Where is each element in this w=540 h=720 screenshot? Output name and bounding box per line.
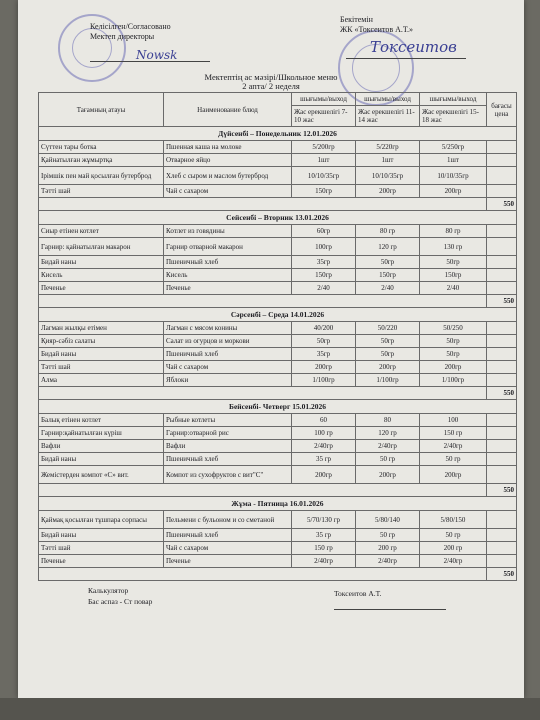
portion-11-14: 80 гр [356, 225, 420, 238]
table-row [39, 167, 517, 185]
dish-name-kz: Бидай наны [39, 453, 164, 466]
portion-7-10: 60гр [292, 225, 356, 238]
portion-7-10: 1шт [292, 154, 356, 167]
footer-calculator-label: Калькулятор [88, 586, 129, 595]
dish-name-kz: Сүттен тары ботка [39, 141, 164, 154]
portion-7-10: 1/100гр [292, 374, 356, 387]
header-out-2: шығымы/выход [356, 93, 420, 106]
total-spacer [39, 484, 487, 497]
price-cell [487, 542, 517, 555]
price-cell [487, 256, 517, 269]
portion-7-10: 5/200гр [292, 141, 356, 154]
portion-11-14: 200гр [356, 466, 420, 484]
dish-name-kz: Печенье [39, 282, 164, 295]
portion-11-14: 200 гр [356, 542, 420, 555]
portion-11-14: 50гр [356, 348, 420, 361]
portion-11-14: 2/40гр [356, 440, 420, 453]
dish-name-ru: Салат из огурцов и моркови [164, 335, 292, 348]
background-surface [0, 698, 540, 720]
dish-name-kz: Алма [39, 374, 164, 387]
header-age-11-14: Жас ерекшелігі 11-14 жас [356, 106, 420, 127]
table-row [39, 256, 517, 269]
day-title: Дүйсенбі – Понедельник 12.01.2026 [39, 127, 517, 141]
footer-chef-label: Бас аспаз - Ст повар [88, 597, 153, 606]
day-header-row [39, 127, 517, 141]
price-cell [487, 141, 517, 154]
table-row [39, 335, 517, 348]
day-title: Сейсенбі – Вторник 13.01.2026 [39, 211, 517, 225]
portion-7-10: 60 [292, 414, 356, 427]
portion-7-10: 150гр [292, 269, 356, 282]
table-row [39, 225, 517, 238]
price-cell [487, 374, 517, 387]
portion-7-10: 2/40 [292, 282, 356, 295]
portion-11-14: 120 гр [356, 238, 420, 256]
header-age-7-10: Жас ерекшелігі 7-10 жас [292, 106, 356, 127]
table-row [39, 269, 517, 282]
portion-15-18: 50 гр [420, 453, 487, 466]
portion-15-18: 80 гр [420, 225, 487, 238]
table-row [39, 453, 517, 466]
day-price: 550 [487, 568, 517, 581]
menu-document [18, 0, 524, 698]
portion-7-10: 2/40гр [292, 440, 356, 453]
day-title: Бейсенбі- Четверг 15.01.2026 [39, 400, 517, 414]
dish-name-kz: Тәтті шай [39, 542, 164, 555]
table-row [39, 440, 517, 453]
header-out-3: шығымы/выход [420, 93, 487, 106]
portion-15-18: 5/80/150 [420, 511, 487, 529]
day-price: 550 [487, 387, 517, 400]
total-spacer [39, 568, 487, 581]
table-row [39, 555, 517, 568]
day-header-row [39, 211, 517, 225]
dish-name-ru: Пшеничный хлеб [164, 348, 292, 361]
portion-11-14: 50гр [356, 335, 420, 348]
portion-15-18: 2/40гр [420, 555, 487, 568]
portion-11-14: 150гр [356, 269, 420, 282]
dish-name-ru: Котлет из говядины [164, 225, 292, 238]
dish-name-kz: Лагман жылқы етімен [39, 322, 164, 335]
price-cell [487, 427, 517, 440]
footer-left [88, 585, 152, 607]
portion-15-18: 200гр [420, 185, 487, 198]
dish-name-kz: Бидай наны [39, 348, 164, 361]
footer-signer: Токсеитов А.Т. [334, 589, 382, 598]
price-cell [487, 348, 517, 361]
day-header-row [39, 400, 517, 414]
dish-name-kz: Ірімшік пен май қосылған бутерброд [39, 167, 164, 185]
portion-7-10: 150гр [292, 185, 356, 198]
dish-name-kz: Сиыр етінен котлет [39, 225, 164, 238]
dish-name-ru: Отварное яйцо [164, 154, 292, 167]
table-row [39, 282, 517, 295]
price-cell [487, 414, 517, 427]
price-cell [487, 225, 517, 238]
portion-15-18: 10/10/35гр [420, 167, 487, 185]
table-row [39, 185, 517, 198]
price-cell [487, 555, 517, 568]
portion-7-10: 50гр [292, 335, 356, 348]
day-header-row [39, 308, 517, 322]
dish-name-kz: Балық етінен котлет [39, 414, 164, 427]
signature-left: Nowsk [136, 48, 178, 62]
price-cell [487, 322, 517, 335]
dish-name-ru: Рыбные котлеты [164, 414, 292, 427]
portion-15-18: 200гр [420, 466, 487, 484]
price-cell [487, 282, 517, 295]
dish-name-kz: Гарнир:қайнатылған күріш [39, 427, 164, 440]
dish-name-ru: Яблоки [164, 374, 292, 387]
portion-7-10: 10/10/35гр [292, 167, 356, 185]
price-cell [487, 154, 517, 167]
day-total-row [39, 568, 517, 581]
table-row [39, 154, 517, 167]
dish-name-kz: Бидай наны [39, 256, 164, 269]
portion-15-18: 150 гр [420, 427, 487, 440]
portion-15-18: 130 гр [420, 238, 487, 256]
table-row [39, 141, 517, 154]
portion-7-10: 100гр [292, 238, 356, 256]
dish-name-kz: Тәтті шай [39, 361, 164, 374]
day-price: 550 [487, 484, 517, 497]
portion-11-14: 50/220 [356, 322, 420, 335]
dish-name-ru: Чай с сахаром [164, 542, 292, 555]
dish-name-ru: Гарнир отварной макарон [164, 238, 292, 256]
portion-15-18: 2/40 [420, 282, 487, 295]
price-cell [487, 361, 517, 374]
table-row [39, 466, 517, 484]
dish-name-ru: Пшеничный хлеб [164, 453, 292, 466]
portion-15-18: 50гр [420, 335, 487, 348]
footer-signature-line [334, 609, 446, 610]
portion-7-10: 35гр [292, 348, 356, 361]
dish-name-ru: Пшеничный хлеб [164, 256, 292, 269]
approval-right [340, 15, 413, 35]
header-kz-name: Тағамның атауы [39, 93, 164, 127]
dish-name-ru: Компот из сухофруктов с вит"С" [164, 466, 292, 484]
day-total-row [39, 198, 517, 211]
portion-11-14: 50гр [356, 256, 420, 269]
portion-15-18: 1шт [420, 154, 487, 167]
table-row [39, 414, 517, 427]
document-subtitle: 2 апта/ 2 неделя [242, 81, 300, 91]
portion-7-10: 100 гр [292, 427, 356, 440]
header-ru-name: Наименование блюд [164, 93, 292, 127]
price-cell [487, 440, 517, 453]
portion-11-14: 5/220гр [356, 141, 420, 154]
portion-15-18: 5/250гр [420, 141, 487, 154]
portion-7-10: 150 гр [292, 542, 356, 555]
dish-name-kz: Жемістерден компот «С» вит. [39, 466, 164, 484]
price-cell [487, 529, 517, 542]
portion-15-18: 200 гр [420, 542, 487, 555]
day-title: Сәрсенбі – Среда 14.01.2026 [39, 308, 517, 322]
dish-name-ru: Гарнир:отварной рис [164, 427, 292, 440]
portion-7-10: 40/200 [292, 322, 356, 335]
day-total-row [39, 484, 517, 497]
approval-left [90, 22, 171, 42]
portion-15-18: 150гр [420, 269, 487, 282]
portion-7-10: 35 гр [292, 453, 356, 466]
portion-11-14: 50 гр [356, 453, 420, 466]
total-spacer [39, 295, 487, 308]
table-row [39, 322, 517, 335]
dish-name-kz: Қайнатылған жұмыртқа [39, 154, 164, 167]
approval-left-line2: Мектеп директоры [90, 32, 155, 41]
dish-name-kz: Қияр-сәбіз салаты [39, 335, 164, 348]
header-price: бағасы цена [487, 93, 517, 127]
signature-right: Токсеитов [370, 38, 457, 56]
signature-line-right [346, 58, 466, 59]
portion-7-10: 2/40гр [292, 555, 356, 568]
day-title: Жұма - Пятница 16.01.2026 [39, 497, 517, 511]
approval-right-line1: Бекітемін [340, 15, 373, 24]
portion-11-14: 2/40гр [356, 555, 420, 568]
dish-name-kz: Тәтті шай [39, 185, 164, 198]
portion-15-18: 50/250 [420, 322, 487, 335]
table-row [39, 361, 517, 374]
portion-15-18: 1/100гр [420, 374, 487, 387]
dish-name-ru: Пельмени с бульоном и со сметаной [164, 511, 292, 529]
table-row [39, 348, 517, 361]
day-total-row [39, 295, 517, 308]
dish-name-ru: Печенье [164, 555, 292, 568]
dish-name-ru: Пшеничный хлеб [164, 529, 292, 542]
dish-name-ru: Кисель [164, 269, 292, 282]
table-row [39, 542, 517, 555]
portion-7-10: 5/70/130 гр [292, 511, 356, 529]
portion-11-14: 1шт [356, 154, 420, 167]
dish-name-kz: Бидай наны [39, 529, 164, 542]
header-out-1: шығымы/выход [292, 93, 356, 106]
portion-11-14: 120 гр [356, 427, 420, 440]
day-price: 550 [487, 295, 517, 308]
portion-15-18: 50гр [420, 348, 487, 361]
dish-name-kz: Гарнир: қайнатылған макарон [39, 238, 164, 256]
dish-name-kz: Печенье [39, 555, 164, 568]
table-row [39, 374, 517, 387]
price-cell [487, 238, 517, 256]
portion-11-14: 200гр [356, 361, 420, 374]
price-cell [487, 167, 517, 185]
portion-15-18: 50гр [420, 256, 487, 269]
total-spacer [39, 198, 487, 211]
day-price: 550 [487, 198, 517, 211]
table-row [39, 238, 517, 256]
portion-15-18: 200гр [420, 361, 487, 374]
portion-15-18: 2/40гр [420, 440, 487, 453]
price-cell [487, 466, 517, 484]
price-cell [487, 335, 517, 348]
header-age-15-18: Жас ерекшелігі 15-18 жас [420, 106, 487, 127]
portion-11-14: 5/80/140 [356, 511, 420, 529]
approval-right-line2: ЖК «Токсеитов А.Т.» [340, 25, 413, 34]
price-cell [487, 185, 517, 198]
dish-name-kz: Қаймақ қосылған тұшпара сорпасы [39, 511, 164, 529]
portion-11-14: 50 гр [356, 529, 420, 542]
dish-name-ru: Лагман с мясом конины [164, 322, 292, 335]
approval-left-line1: Келісілген/Согласовано [90, 22, 171, 31]
day-header-row [39, 497, 517, 511]
dish-name-ru: Пшенная каша на молоке [164, 141, 292, 154]
price-cell [487, 269, 517, 282]
total-spacer [39, 387, 487, 400]
dish-name-ru: Хлеб с сыром и маслом бутерброд [164, 167, 292, 185]
menu-table [38, 92, 517, 581]
day-total-row [39, 387, 517, 400]
dish-name-kz: Кисель [39, 269, 164, 282]
portion-11-14: 10/10/35гр [356, 167, 420, 185]
portion-7-10: 35гр [292, 256, 356, 269]
table-row [39, 427, 517, 440]
menu-table-body [39, 127, 517, 581]
price-cell [487, 453, 517, 466]
dish-name-ru: Чай с сахаром [164, 185, 292, 198]
price-cell [487, 511, 517, 529]
dish-name-kz: Вафли [39, 440, 164, 453]
portion-11-14: 80 [356, 414, 420, 427]
dish-name-ru: Вафли [164, 440, 292, 453]
dish-name-ru: Печенье [164, 282, 292, 295]
portion-15-18: 100 [420, 414, 487, 427]
table-row [39, 511, 517, 529]
table-row [39, 529, 517, 542]
portion-7-10: 200гр [292, 466, 356, 484]
portion-15-18: 50 гр [420, 529, 487, 542]
portion-11-14: 2/40 [356, 282, 420, 295]
dish-name-ru: Чай с сахаром [164, 361, 292, 374]
portion-11-14: 1/100гр [356, 374, 420, 387]
document-title: Мектептің ас мәзірі/Школьное меню [204, 72, 338, 82]
portion-7-10: 35 гр [292, 529, 356, 542]
portion-7-10: 200гр [292, 361, 356, 374]
portion-11-14: 200гр [356, 185, 420, 198]
